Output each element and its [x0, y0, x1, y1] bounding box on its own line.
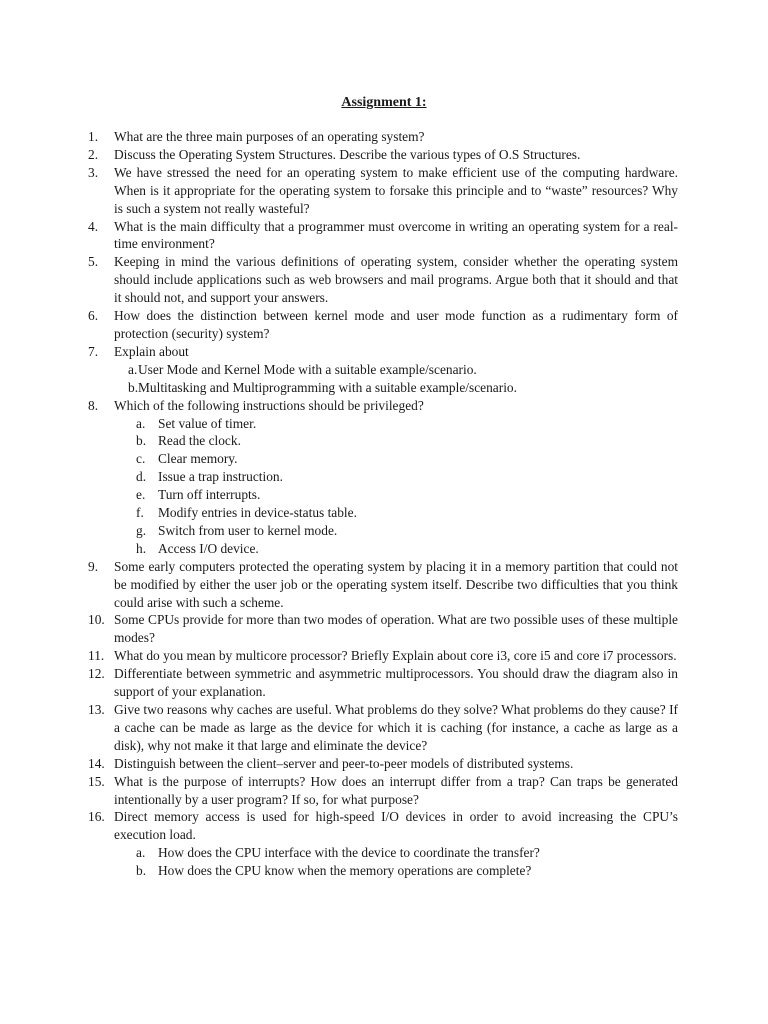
question-text: We have stressed the need for an operating system to make efficient use of the computing hardware. When is it appropriate for the operating system to forsake this principle and to “waste” resources? Why is such a system not really wasteful? [114, 164, 678, 216]
sub-question-letter: e. [136, 487, 146, 503]
sub-question-text: Set value of timer. [158, 415, 257, 431]
sub-question-text: Turn off interrupts. [158, 487, 261, 503]
question-item [88, 701, 678, 755]
sub-question-text: How does the CPU interface with the device to coordinate the transfer? [158, 845, 540, 861]
sub-question-text: Access I/O device. [158, 540, 259, 556]
question-number: 9. [88, 558, 99, 574]
question-item [88, 755, 678, 773]
question-number: 1. [88, 129, 99, 144]
question-text: Distinguish between the client–server and peer-to-peer models of distributed systems. [114, 755, 574, 771]
sub-question-letter: a. [136, 845, 146, 861]
sub-question-item [88, 379, 678, 397]
sub-question-text: Read the clock. [158, 433, 241, 449]
question-item [88, 343, 678, 361]
question-item [88, 128, 678, 146]
question-text: Which of the following instructions should be privileged? [114, 397, 424, 413]
sub-question-text: Multitasking and Multiprogramming with a suitable example/scenario. [138, 379, 517, 395]
question-text: Keeping in mind the various definitions of operating system, consider whether the operating system should include applications such as web browsers and mail programs. Argue both that it should and that it should not, and support your answers. [114, 254, 678, 306]
question-item [88, 558, 678, 612]
sub-question-letter: d. [136, 469, 147, 485]
question-text: Give two reasons why caches are useful. What problems do they solve? What problems do they cause? If a cache can be made as large as the device for which it is caching (for instance, a cache as large as a disk), why not make it that large and eliminate the device? [114, 702, 678, 753]
sub-question-letter: f. [136, 505, 144, 521]
question-number: 10. [88, 612, 105, 628]
sub-question-letter: a. [136, 415, 146, 431]
question-text: Differentiate between symmetric and asymmetric multiprocessors. You should draw the diagram also in support of your explanation. [114, 666, 678, 700]
question-text: How does the distinction between kernel mode and user mode function as a rudimentary form of protection (security) system? [114, 308, 678, 341]
sub-question-item [88, 862, 678, 880]
sub-question-text: Issue a trap instruction. [158, 469, 283, 485]
question-number: 13. [88, 702, 105, 717]
question-item [88, 218, 678, 254]
question-item [88, 397, 678, 415]
question-number: 11. [88, 648, 105, 664]
question-item [88, 611, 678, 647]
sub-question-text: User Mode and Kernel Mode with a suitable example/scenario. [138, 361, 477, 377]
question-text: Discuss the Operating System Structures. Describe the various types of O.S Structures. [114, 146, 581, 162]
question-text: What is the main difficulty that a programmer must overcome in writing an operating system for a real-time environment? [114, 218, 678, 252]
sub-question-letter: b. [128, 379, 139, 395]
question-number: 7. [88, 343, 99, 359]
sub-question-item [88, 415, 678, 433]
sub-question-item [88, 432, 678, 450]
question-number: 15. [88, 773, 105, 789]
sub-question-letter: b. [136, 863, 147, 879]
question-item [88, 146, 678, 164]
sub-question-item [88, 486, 678, 504]
question-number: 4. [88, 218, 99, 234]
sub-question-text: How does the CPU know when the memory operations are complete? [158, 863, 532, 879]
sub-question-item [88, 468, 678, 486]
sub-question-letter: c. [136, 451, 146, 467]
sub-question-item [88, 450, 678, 468]
sub-question-text: Switch from user to kernel mode. [158, 522, 338, 538]
question-item [88, 164, 678, 218]
sub-question-item [88, 522, 678, 540]
sub-question-text: Clear memory. [158, 451, 238, 467]
question-number: 6. [88, 308, 99, 324]
sub-question-text: Modify entries in device-status table. [158, 505, 357, 521]
question-number: 2. [88, 146, 99, 162]
question-text: Explain about [114, 343, 189, 359]
question-list [88, 128, 678, 880]
question-text: What is the purpose of interrupts? How does an interrupt differ from a trap? Can traps be generated intentionally by a user program? If so, for what purpose? [114, 773, 678, 807]
question-number: 3. [88, 164, 99, 180]
question-text: Some CPUs provide for more than two modes of operation. What are two possible uses of these multiple modes? [114, 612, 678, 646]
question-number: 8. [88, 397, 99, 413]
question-item [88, 665, 678, 701]
question-item [88, 773, 678, 809]
question-number: 14. [88, 755, 105, 771]
sub-question-item [88, 844, 678, 862]
question-item [88, 808, 678, 844]
question-number: 16. [88, 809, 105, 825]
question-number: 5. [88, 254, 99, 270]
sub-question-letter: b. [136, 433, 147, 449]
page-title: Assignment 1: [341, 95, 427, 110]
sub-question-item [88, 361, 678, 379]
sub-question-item [88, 540, 678, 558]
sub-question-item [88, 504, 678, 522]
question-text: Some early computers protected the operating system by placing it in a memory partition that could not be modified by either the user job or the operating system itself. Describe two difficulties that you think could arise with such a scheme. [114, 558, 678, 610]
sub-question-letter: g. [136, 522, 147, 538]
sub-question-letter: a. [128, 361, 138, 377]
question-item [88, 253, 678, 307]
question-number: 12. [88, 666, 105, 682]
question-text: Direct memory access is used for high-speed I/O devices in order to avoid increasing the CPU’s execution load. [114, 809, 678, 843]
question-item [88, 307, 678, 343]
question-item [88, 647, 678, 665]
question-text: What do you mean by multicore processor? Briefly Explain about core i3, core i5 and core i7 processors. [114, 648, 677, 664]
question-text: What are the three main purposes of an operating system? [114, 129, 425, 144]
sub-question-letter: h. [136, 540, 147, 556]
